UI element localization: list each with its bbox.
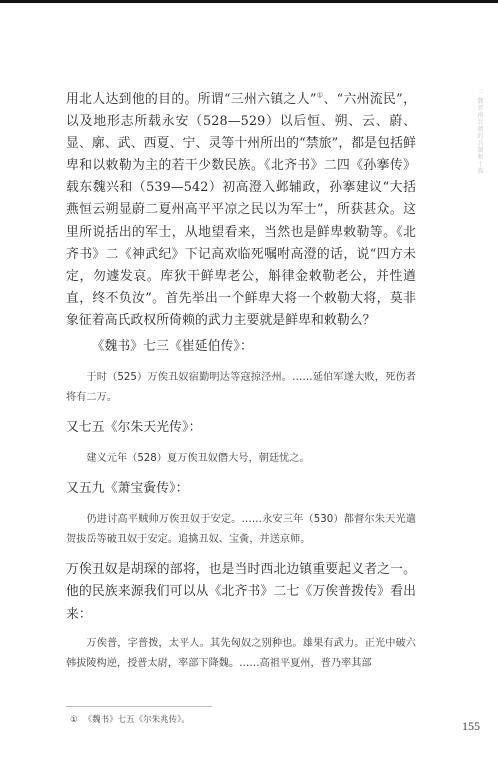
footnote-mark: ① (70, 715, 78, 725)
body-paragraph-2: 万俟丑奴是胡琛的部将，也是当时西北边镇重要起义者之一。他的民族来源我们可以从《北齐书》二七《万俟普拨传》看出来： (66, 562, 416, 622)
paragraph-text: 、“六州流民”，以及地形志所载永安（528—529）以后恒、朔、云、蔚、显、廓、武、西夏、宁、灵等十州所出的“禁旅”，都是包括鲜卑和以敕勒为主的若干少数民族。《北齐书》二四《孙搴传》载东魏兴和（539—542）初高澄入邺辅政，孙搴建议“大括燕恒云朔显蔚二夏州高平平凉之民以为军士”，所获甚众。这里所说括出的军士，从地望看来，当然也是鲜卑敕勒等。《北齐书》二《神武纪》下记高欢临死嘱咐高澄的话，说“四方未定，勿遽发哀。库狄干鲜卑老公，斛律金敕勒老公，并性遒直，终不负汝”。首先举出一个鲜卑大将一个敕勒大将，莫非象征着高氏政权所倚赖的武力主要就是鲜卑和敕勒么？ (66, 92, 416, 328)
footnote-divider (66, 706, 212, 707)
footnote-reference[interactable]: ① (316, 91, 324, 100)
citation-heading: 又五九《萧宝夤传》： (66, 481, 189, 497)
citation-heading: 《魏书》七三《崔延伯传》： (91, 339, 253, 355)
running-head: 二 魏晋南北朝的兵制和士族 (476, 88, 483, 175)
body-paragraph-1 (66, 89, 416, 332)
footnote-text: 《魏书》七五《尔朱兆传》。 (83, 715, 190, 725)
block-quote: 建义元年（528）夏万俟丑奴僭大号，朝廷忧之。 (86, 453, 310, 465)
paragraph-text: 用北人达到他的目的。所谓“三州六镇之人” (66, 92, 317, 107)
page-number: 155 (462, 719, 480, 733)
top-rule (0, 0, 498, 3)
citation-heading: 又七五《尔朱天光传》： (66, 420, 202, 436)
block-quote: 仍进讨高平贼帅万俟丑奴于安定。……永安三年（530）都督尔朱天光遣贺拔岳等破丑奴于安定。追擒丑奴、宝夤，并送京师。 (66, 514, 416, 546)
block-quote: 于时（525）万俟丑奴宿勤明达等寇掠泾州。……延伯军遂大败，死伤者将有二万。 (66, 372, 416, 404)
footnote (70, 713, 190, 725)
block-quote: 万俟普，字普拨，太平人。其先匈奴之别种也。雄果有武力。正光中破六韩拔陵构逆，授普太尉，率部下降魏。……高祖平夏州，普乃率其部 (66, 637, 416, 669)
page-body (66, 89, 416, 674)
